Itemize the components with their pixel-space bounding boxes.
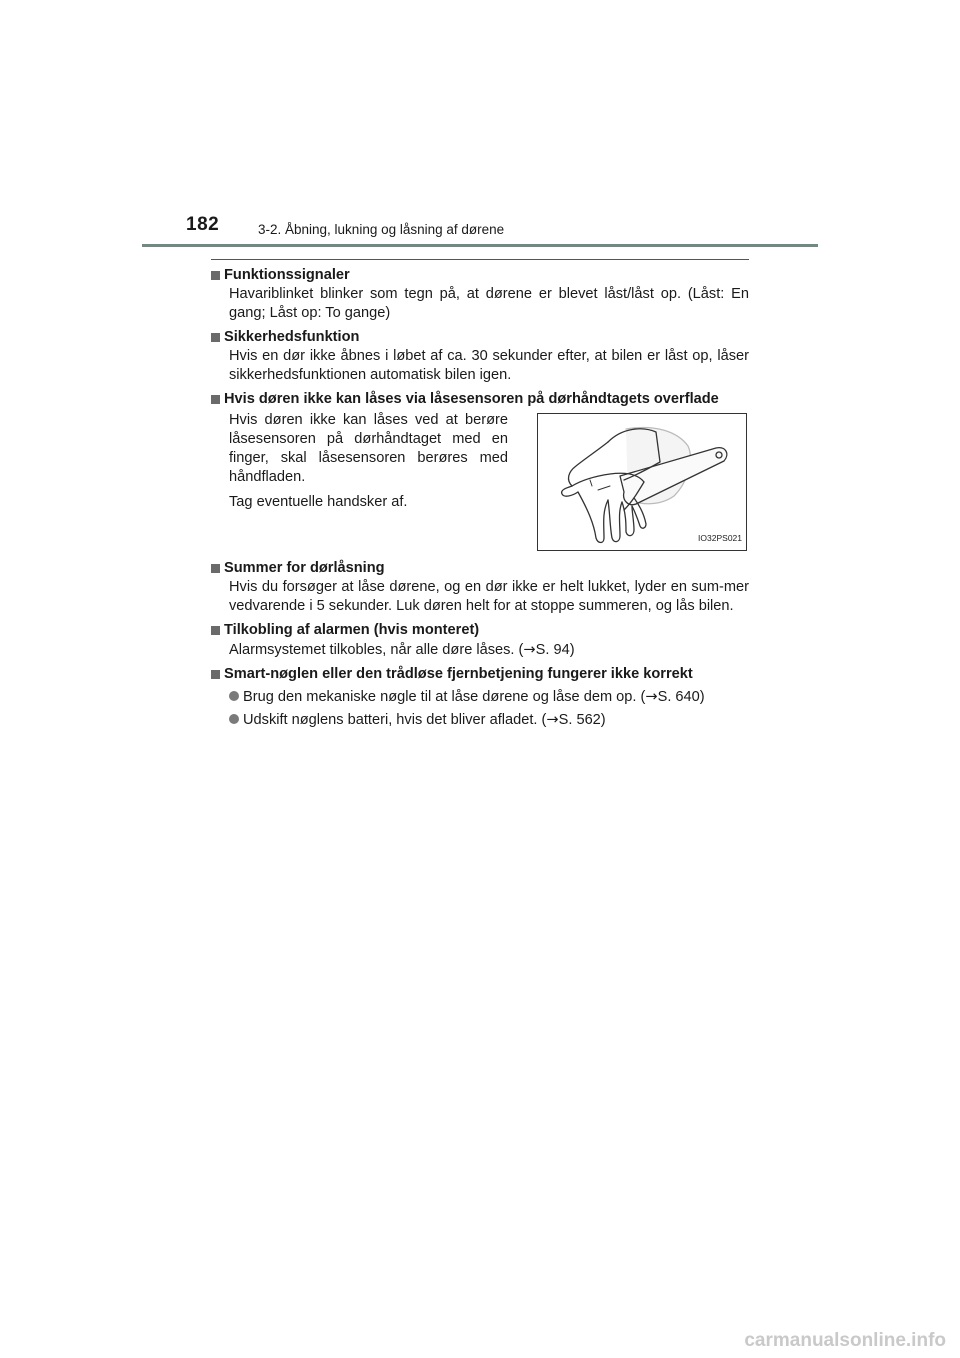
hand-on-door-handle-figure bbox=[537, 413, 747, 551]
item-sikkerhedsfunktion bbox=[211, 328, 749, 385]
square-bullet-icon bbox=[211, 333, 220, 342]
item-title: Hvis døren ikke kan låses via låsesensoren på dørhåndtagets overflade bbox=[224, 391, 719, 407]
page-reference[interactable]: S. 562) bbox=[558, 712, 606, 728]
square-bullet-icon bbox=[211, 395, 220, 404]
page-reference[interactable]: S. 640) bbox=[657, 689, 705, 705]
item-body bbox=[229, 640, 749, 660]
watermark: carmanualsonline.info bbox=[744, 1330, 946, 1351]
item-laasesensor bbox=[211, 390, 749, 551]
item-body: Hvis du forsøger at låse dørene, og en dør ikke er helt lukket, lyder en sum-mer vedvarende i 5 sekunder. Luk døren helt for at stoppe summeren, og lås bilen. bbox=[229, 579, 749, 614]
page-reference[interactable]: S. 94) bbox=[535, 642, 575, 658]
list-item bbox=[229, 687, 749, 707]
list-item bbox=[229, 710, 749, 730]
item-body: Hvis en dør ikke åbnes i løbet af ca. 30 sekunder efter, at bilen er låst op, låser sikkerhedsfunktionen automatisk bilen igen. bbox=[229, 348, 749, 383]
section-rule bbox=[211, 259, 749, 260]
bullet-text: Brug den mekaniske nøgle til at låse dørene og låse dem op. ( bbox=[243, 689, 646, 705]
item-title: Sikkerhedsfunktion bbox=[224, 329, 360, 345]
figure-code: IO32PS021 bbox=[698, 533, 742, 543]
item-title: Smart-nøglen eller den trådløse fjernbetjening fungerer ikke korrekt bbox=[224, 666, 693, 682]
arrow-right-icon: → bbox=[523, 641, 536, 658]
item-title: Funktionssignaler bbox=[224, 267, 350, 283]
item-title: Summer for dørlåsning bbox=[224, 560, 385, 576]
item-paragraph: Hvis døren ikke kan låses ved at berøre låsesensoren på dørhåndtaget med en finger, skal låsesensoren berøres med håndfladen. bbox=[229, 412, 508, 485]
square-bullet-icon bbox=[211, 564, 220, 573]
item-paragraph: Tag eventuelle handsker af. bbox=[229, 494, 408, 510]
header-rule bbox=[142, 244, 818, 247]
square-bullet-icon bbox=[211, 271, 220, 280]
body-text: Alarmsystemet tilkobles, når alle døre låses. ( bbox=[229, 642, 524, 658]
circle-bullet-icon bbox=[229, 691, 239, 701]
item-title: Tilkobling af alarmen (hvis monteret) bbox=[224, 622, 480, 638]
square-bullet-icon bbox=[211, 626, 220, 635]
running-header: 3-2. Åbning, lukning og låsning af dørene bbox=[258, 222, 505, 237]
arrow-right-icon: → bbox=[546, 711, 559, 728]
bullet-text: Udskift nøglens batteri, hvis det bliver afladet. ( bbox=[243, 712, 547, 728]
circle-bullet-icon bbox=[229, 714, 239, 724]
item-smart-noegle bbox=[211, 665, 749, 730]
item-body: Havariblinket blinker som tegn på, at dørene er blevet låst/låst op. (Låst: En gang; Låst op: To gange) bbox=[229, 286, 749, 321]
square-bullet-icon bbox=[211, 670, 220, 679]
page-content bbox=[211, 266, 749, 735]
page-number: 182 bbox=[186, 214, 220, 235]
arrow-right-icon: → bbox=[645, 688, 658, 705]
item-funktionssignaler bbox=[211, 266, 749, 323]
item-summer bbox=[211, 559, 749, 616]
item-alarm bbox=[211, 621, 749, 660]
